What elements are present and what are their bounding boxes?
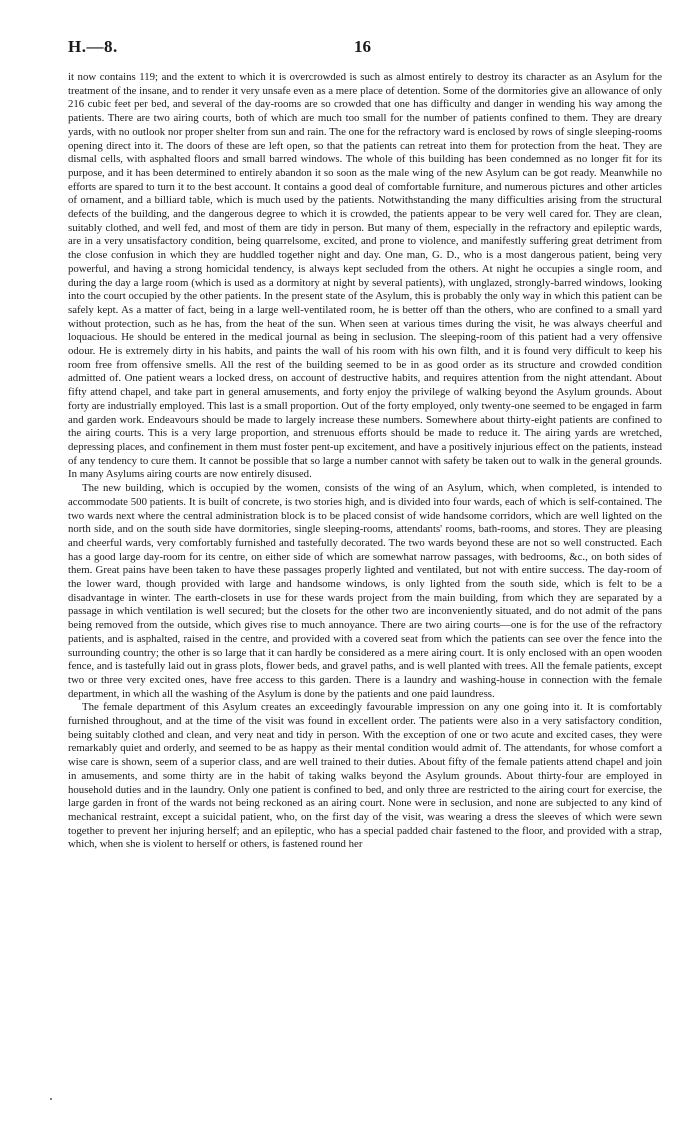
paragraph: The female department of this Asylum creates an exceedingly favourable impression on any one going into it. It is comfortably furnished throughout, and at the time of the visit was found in excellent order. The patients were also in a very satisfactory condition, being suitably clothed and clean, and very neat and tidy in person. With the exception of one or two acute and excited cases, they were remarkably quiet and orderly, and seemed to be as happy as their mental condition would admit of. The attendants, for whose comfort a wise care is shown, seem of a superior class, and are well trained to their duties. About fifty of the female patients attend chapel and join in amusements, and some thirty are in the habit of taking walks beyond the Asylum grounds. About thirty-four are employed in household duties and in the laundry. Only one patient is confined to bed, and only three are restricted to the airing court for exercise, the large garden in front of the wards not being reckoned as an airing court. None were in seclusion, and none are subjected to any kind of mechanical restraint, except a suicidal patient, who, on the first day of the visit, was wearing a dress the sleeves of which were sewn together to prevent her injuring herself; and an epileptic, who has a special padded chair fastened to the floor, and provided with a strap, which, when she is violent to herself or others, is fastened round her <box>68 701 662 851</box>
page-header <box>68 37 662 61</box>
page-number: 16 <box>354 37 371 56</box>
report-body <box>68 71 662 852</box>
margin-mark <box>50 1098 52 1100</box>
paragraph: it now contains 119; and the extent to which it is overcrowded is such as almost entirely to destroy its character as an Asylum for the treatment of the insane, and to render it very unsafe even as a mere place of detention. Some of the dormitories give an allowance of only 216 cubic feet per bed, and several of the day-rooms are so crowded that one has difficulty and danger in wending his way among the patients. There are two airing courts, both of which are much too small for the number of patients confined to them. They are dreary yards, with no outlook nor proper shelter from sun and rain. The one for the refractory ward is enclosed by rows of single sleeping-rooms opening direct into it. The doors of these are left open, so that the patients can retreat into them for protection from the heat. They are dismal cells, with asphalted floors and small barred windows. The whole of this building has been condemned as no longer fit for its purpose, and it has been determined to entirely abandon it so soon as the male wing of the new Asylum can be got ready. Meanwhile no efforts are spared to turn it to the best account. It contains a good deal of comfortable furniture, and numerous pictures and other articles of ornament, and a billiard table, which is much used by the patients. Notwithstanding the many difficulties arising from the structural defects of the building, and the dangerous degree to which it is crowded, the patients appear to be very well cared for. They are clean, suitably clothed, and well fed, and most of them are tidy in person. But many of them, especially in the refractory and epileptic wards, are in a very unsatisfactory condition, being quarrelsome, excited, and prone to violence, and manifestly suffering great detriment from the close confusion in which they are huddled together night and day. One man, G. D., who is a most dangerous patient, being very powerful, and having a strong homicidal tendency, is always kept secluded from the others. At night he occupies a single room, and during the day a large room (which is used as a dormitory at night by several patients), with unglazed, strongly-barred windows, looking into the court occupied by the other patients. In the present state of the Asylum, this is probably the only way in which this patient can be safely kept. As a matter of fact, being in a large well-ventilated room, he is better off than the others, who are confined to a small yard without protection, such as he has, from the heat of the sun. When seen at various times during the visit, he was always cheerful and loquacious. He should be entered in the medical journal as being in seclusion. The sleeping-room of this patient had a very offensive odour. He is extremely dirty in his habits, and paints the wall of his room with his own filth, and it is found very difficult to keep his room free from offensive smells. All the rest of the building seemed to be in as good order as its structure and crowded condition admitted of. One patient wears a locked dress, on account of destructive habits, and requires attention from the night attendant. About fifty attend chapel, and take part in general amusements, and forty enjoy the privilege of walking beyond the Asylum grounds. About forty are industrially employed. This last is a small proportion. Out of the forty employed, only twenty-one seemed to be engaged in farm and garden work. Endeavours should be made to largely increase these numbers. Somewhere about thirty-eight patients are confined to the airing courts. This is a very large proportion, and strenuous efforts should be made to reduce it. The airing yards are wretched, depressing places, and confinement in them must foster pent-up excitement, and have a positively injurious effect on the patients, instead of any tendency to cure them. It cannot be possible that so large a number cannot with safety be taken out to walk in the general grounds. In many Asylums airing courts are now entirely disused. <box>68 71 662 481</box>
paragraph: The new building, which is occupied by the women, consists of the wing of an Asylum, which, when completed, is intended to accommodate 500 patients. It is built of concrete, is two stories high, and is divided into four wards, each of which is self-contained. The two wards next where the central administration block is to be placed consist of wide handsome corridors, which are well lighted on the north side, and on the south side have dormitories, single sleeping-rooms, attendants' rooms, bath-rooms, and stores. They are pleasing and cheerful wards, very comfortably furnished and tastefully decorated. The two wards beyond these are not so well constructed. Each has a good large day-room for its centre, on either side of which are somewhat narrow passages, with bedrooms, &c., on both sides of them. Great pains have been taken to have these passages properly lighted and ventilated, but not with entire success. The day-room of the lower ward, though provided with large and handsome windows, is only lighted from the south side, which is felt to be a disadvantage in winter. The earth-closets in use for these wards project from the main building, from which they are separated by a passage in which ventilation is well secured; but the closets for the other two are inconveniently situated, and do not admit of the pans being removed from the outside, which gives rise to much annoyance. There are two airing courts—one is for the use of the refractory patients, and is asphalted, raised in the centre, and provided with a covered seat from which the patients can see over the fence into the surrounding country; the other is so large that it can hardly be considered as a mere airing court. It is only enclosed with an open wooden fence, and is tastefully laid out in grass plots, flower beds, and gravel paths, and is well planted with trees. All the female patients, except two or three very excited ones, have free access to this garden. There is a laundry and washing-house in connection with the female department, in which all the washing of the Asylum is done by the patients and one paid laundress. <box>68 482 662 700</box>
document-reference: H.—8. <box>68 37 118 56</box>
